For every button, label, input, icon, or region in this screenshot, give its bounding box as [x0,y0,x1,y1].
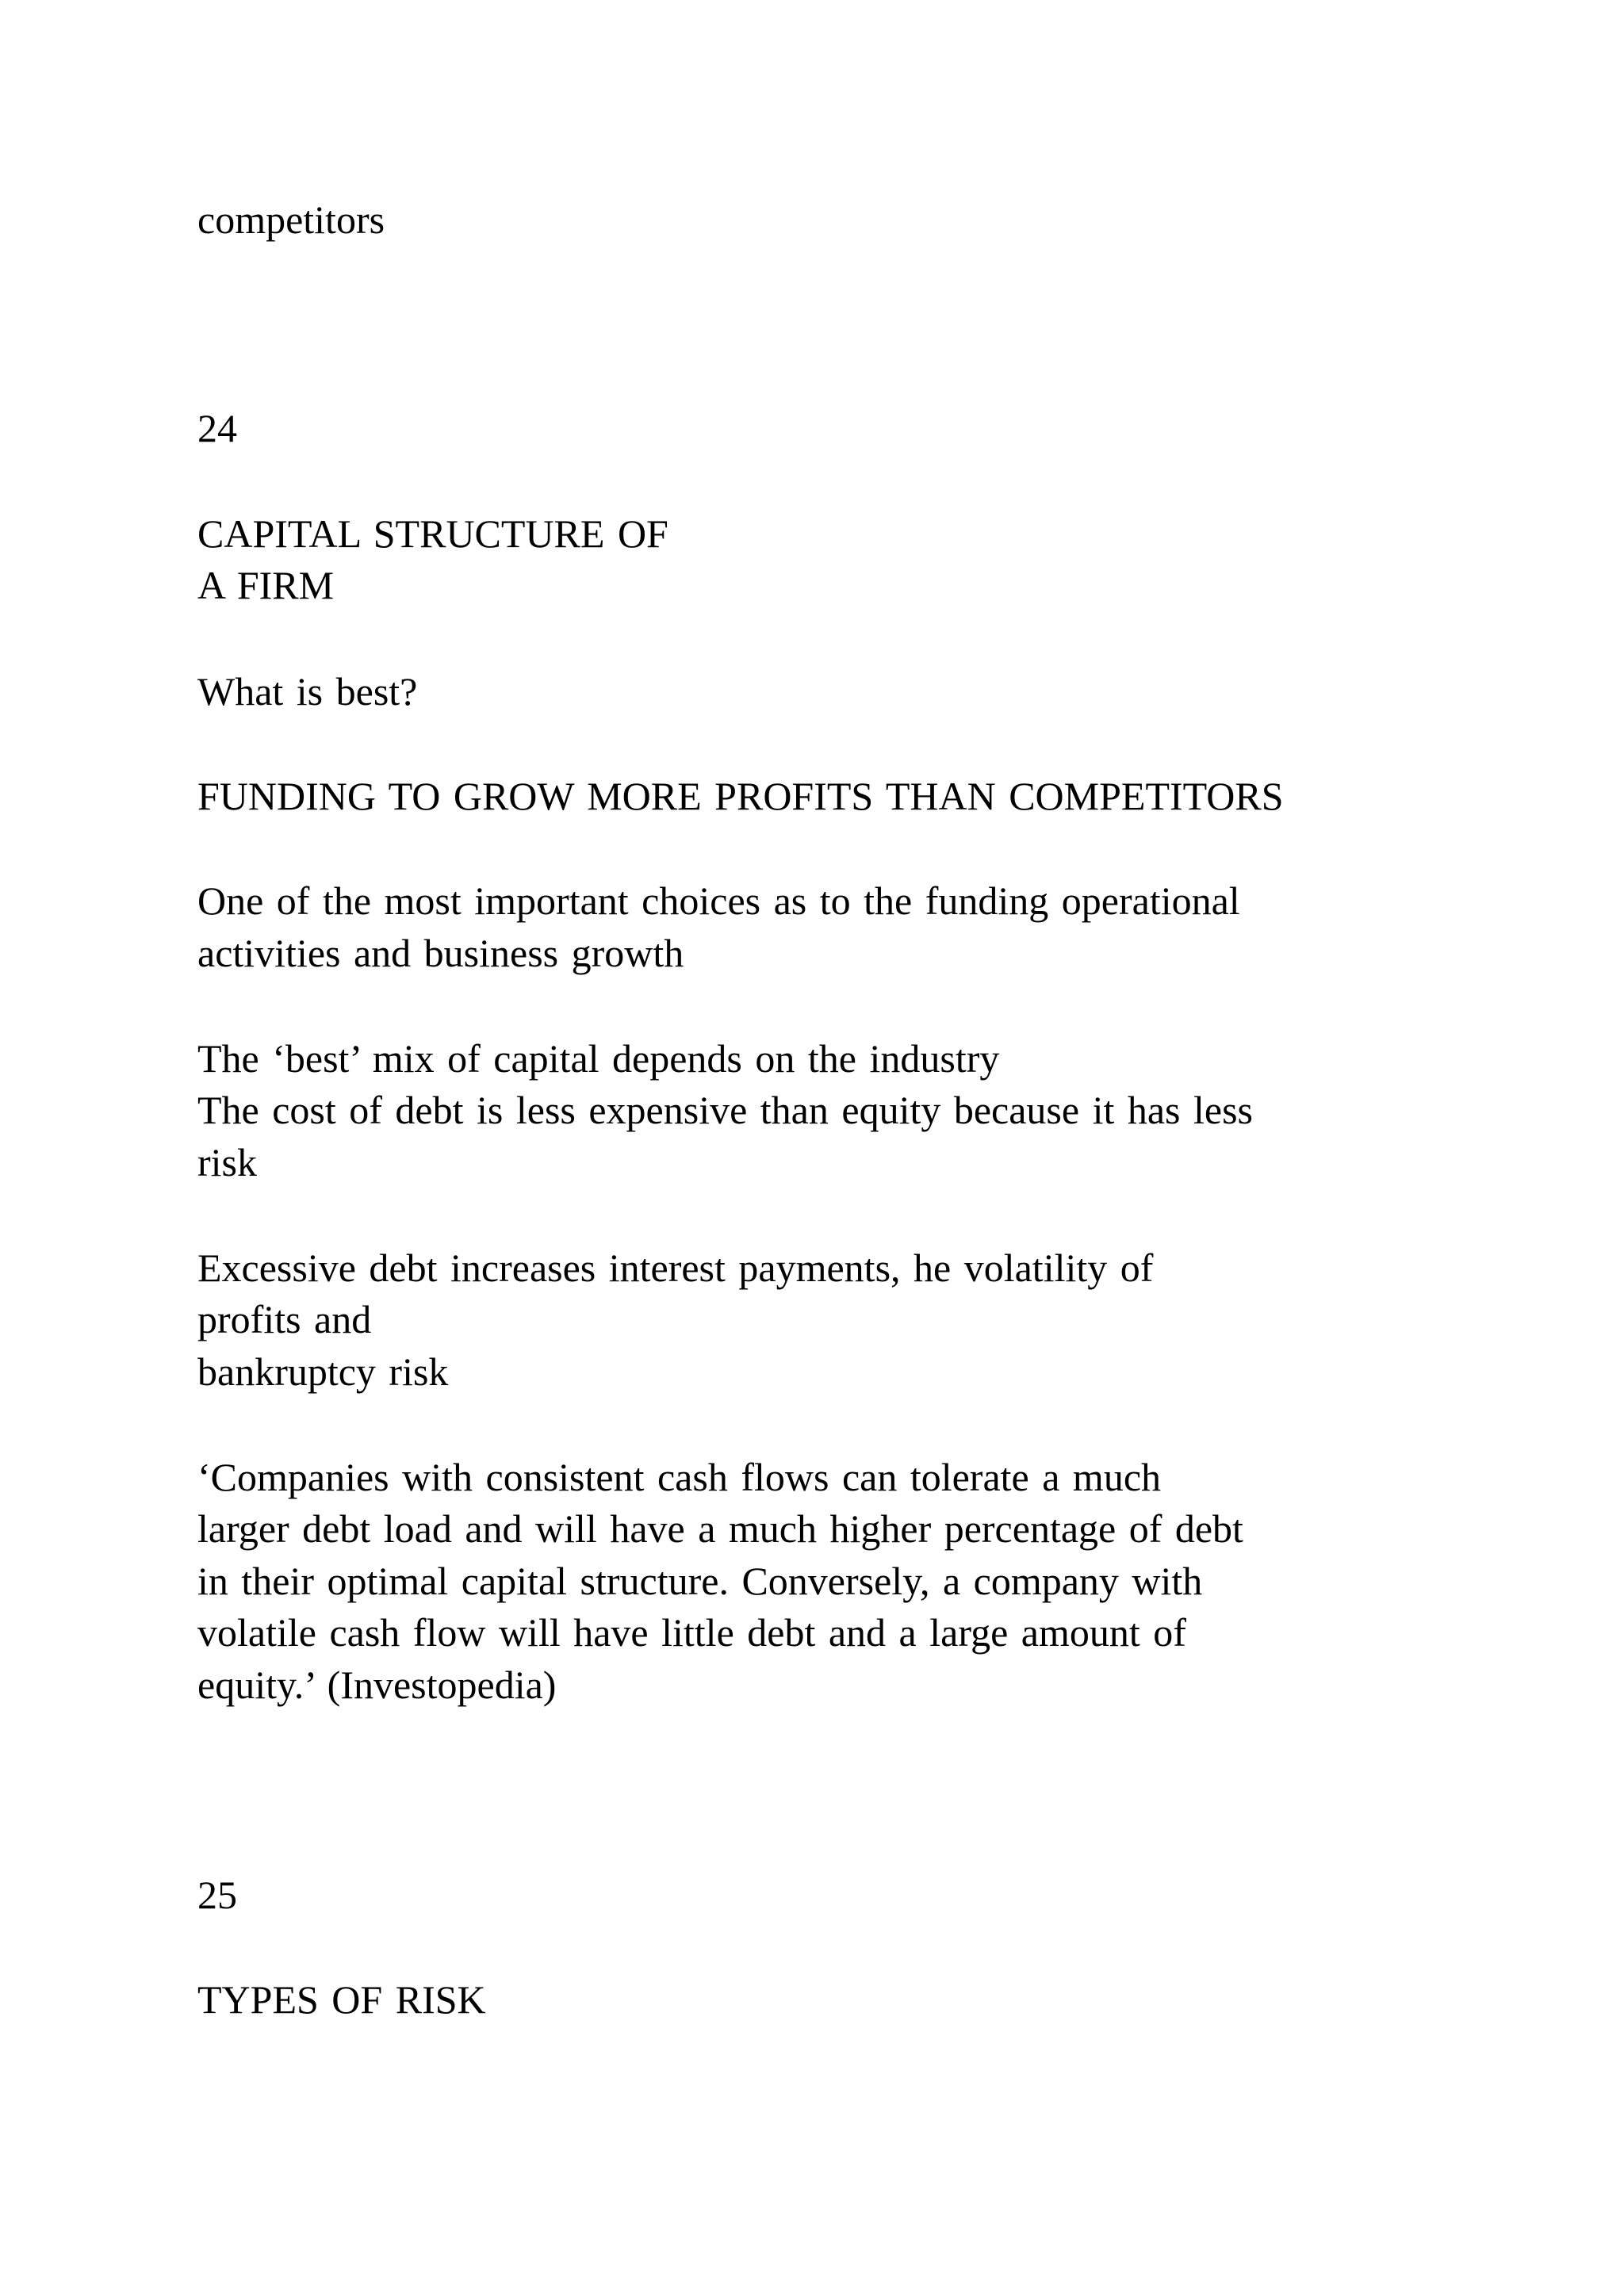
quote-line: in their optimal capital structure. Conversely, a company with [197,1559,1203,1603]
section-subheading: FUNDING TO GROW MORE PROFITS THAN COMPETITORS [197,774,1284,818]
paragraph-line: The ‘best’ mix of capital depends on the industry [197,1036,1000,1081]
paragraph-line: activities and business growth [197,931,684,975]
slide-number: 25 [197,1873,237,1917]
quote-line: equity.’ (Investopedia) [197,1663,557,1707]
paragraph-line: One of the most important choices as to the funding operational [197,878,1240,923]
slide-number: 24 [197,406,237,450]
paragraph-line: risk [197,1140,257,1184]
paragraph-line: profits and [197,1297,372,1341]
section-title-line: CAPITAL STRUCTURE OF [197,511,668,556]
paragraph-line: bankruptcy risk [197,1349,449,1394]
section-question: What is best? [197,669,418,714]
quote-line: larger debt load and will have a much higher percentage of debt [197,1506,1243,1551]
quote-line: volatile cash flow will have little debt and a large amount of [197,1610,1186,1655]
continued-fragment: competitors [197,197,385,242]
paragraph-line: Excessive debt increases interest payments, he volatility of [197,1246,1154,1290]
paragraph-line: The cost of debt is less expensive than equity because it has less [197,1088,1254,1132]
quote-line: ‘Companies with consistent cash flows can tolerate a much [197,1455,1162,1499]
section-title-line: A FIRM [197,563,335,607]
section-title-line: TYPES OF RISK [197,1977,486,2022]
